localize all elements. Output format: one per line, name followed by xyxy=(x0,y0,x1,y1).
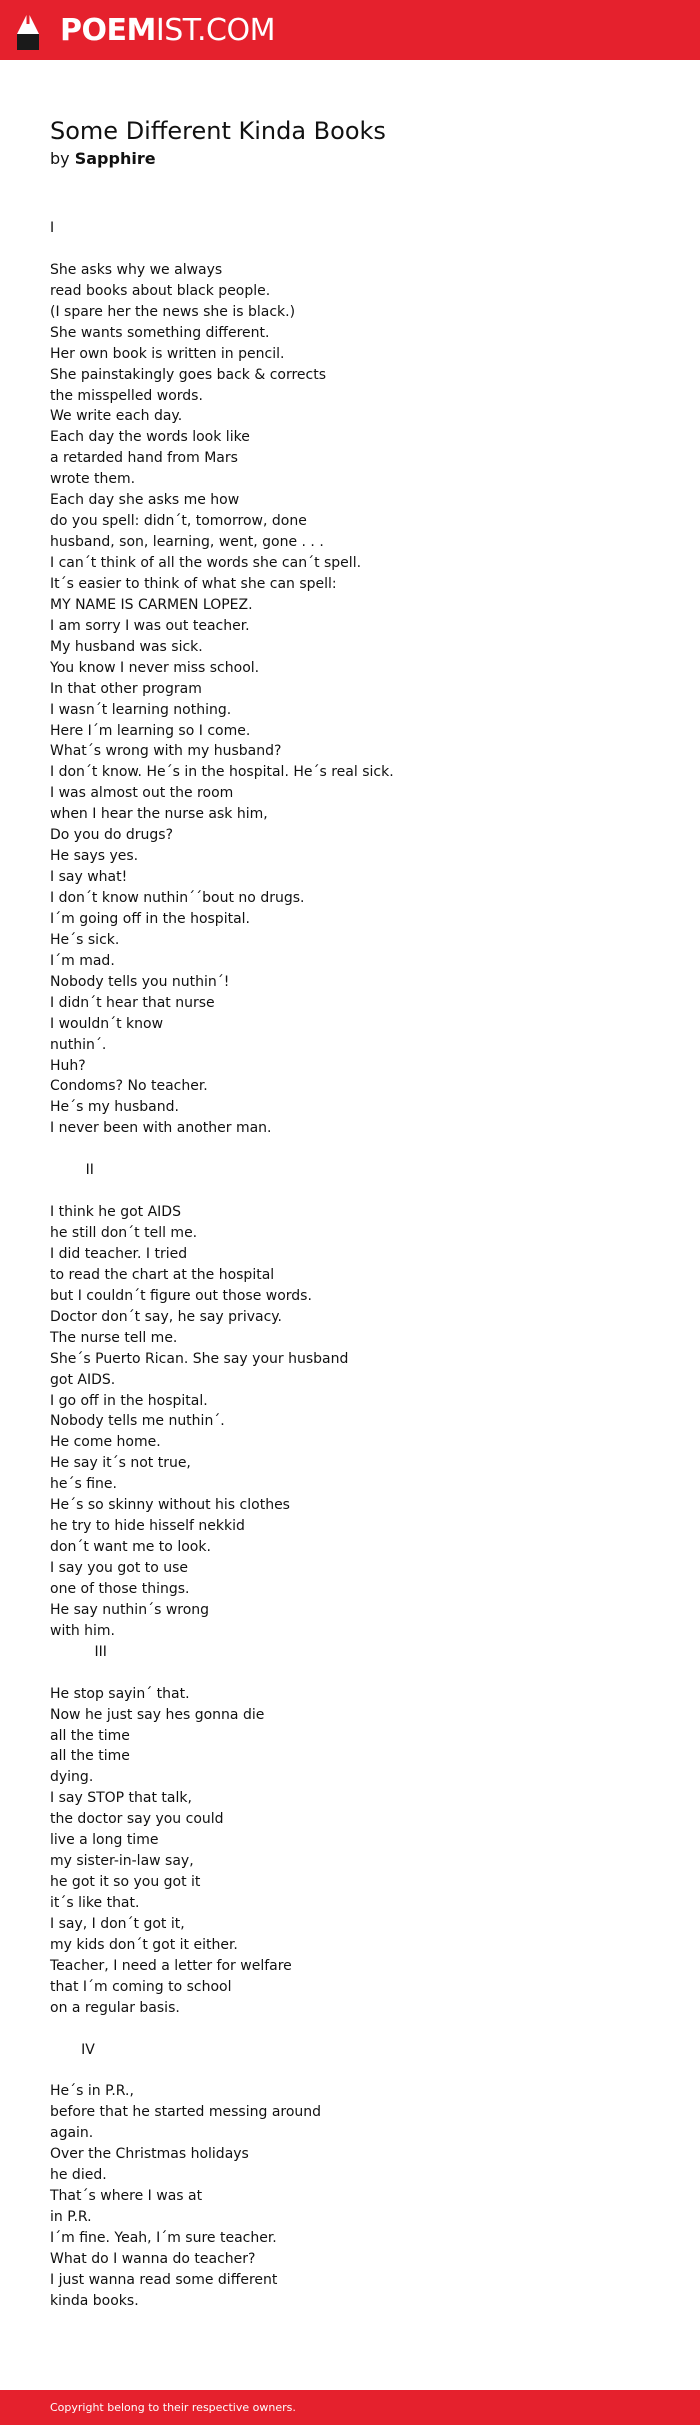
poem-line: he got it so you got it xyxy=(50,1874,201,1891)
poem-line: II xyxy=(50,1162,94,1179)
poem-line: She painstakingly goes back & corrects xyxy=(50,366,327,383)
poem-line: my sister-in-law say, xyxy=(50,1853,194,1870)
poem-line: before that he started messing around xyxy=(50,2104,322,2121)
poem-line: I never been with another man. xyxy=(50,1120,272,1137)
poem-line xyxy=(50,2019,670,2040)
poem-line: he´s fine. xyxy=(50,1476,117,1493)
footer-bar xyxy=(0,2390,700,2425)
poem-line: that I´m coming to school xyxy=(50,1978,232,1995)
poem-line: We write each day. xyxy=(50,408,183,425)
poem-line: What do I wanna do teacher? xyxy=(50,2250,256,2267)
poem-line: kinda books. xyxy=(50,2292,139,2309)
poem-line: Over the Christmas holidays xyxy=(50,2146,249,2163)
poem-line: again. xyxy=(50,2125,94,2142)
poem-line: Condoms? No teacher. xyxy=(50,1078,208,1095)
poem-line: III xyxy=(50,1643,107,1660)
poem-line: I´m going off in the hospital. xyxy=(50,910,250,927)
poem-line: I xyxy=(50,220,55,236)
poem-line: do you spell: didn´t, tomorrow, done xyxy=(50,513,307,530)
by-label: by xyxy=(50,149,70,168)
poem-line: I say STOP that talk, xyxy=(50,1790,192,1807)
poem-line: That´s where I was at xyxy=(50,2188,203,2205)
poem-line xyxy=(50,239,670,260)
logo-light-text: IST.COM xyxy=(155,13,275,48)
poem-line: I don´t know. He´s in the hospital. He´s real sick. xyxy=(50,764,394,781)
poem-line: all the time xyxy=(50,1748,130,1765)
poem-line xyxy=(50,1663,670,1684)
poem-line xyxy=(50,1181,670,1202)
poem-line: IV xyxy=(50,2041,95,2058)
poem-line: I go off in the hospital. xyxy=(50,1392,208,1409)
poem-line: I´m mad. xyxy=(50,952,115,969)
poem-line: My husband was sick. xyxy=(50,638,203,655)
site-logo[interactable] xyxy=(60,14,275,48)
poem-line: MY NAME IS CARMEN LOPEZ. xyxy=(50,596,253,613)
poem-line: Her own book is written in pencil. xyxy=(50,345,285,362)
poem-line xyxy=(50,1139,670,1160)
poem-line: I say what! xyxy=(50,869,128,886)
poem-line: She´s Puerto Rican. She say your husband xyxy=(50,1350,349,1367)
poem-line: Now he just say hes gonna die xyxy=(50,1706,265,1723)
poem-line: nuthin´. xyxy=(50,1036,107,1053)
poem-body xyxy=(50,218,670,2312)
poem-line: I did teacher. I tried xyxy=(50,1245,188,1262)
poem-line: Nobody tells you nuthin´! xyxy=(50,973,230,990)
header-bar xyxy=(0,0,700,60)
poem-line: Do you do drugs? xyxy=(50,827,173,844)
poem-line: I wasn´t learning nothing. xyxy=(50,701,232,718)
poem-line xyxy=(50,2061,670,2082)
poem-line: He say it´s not true, xyxy=(50,1455,191,1472)
poem-line: Doctor don´t say, he say privacy. xyxy=(50,1308,283,1325)
poem-line: He´s my husband. xyxy=(50,1099,179,1116)
poem-line: one of those things. xyxy=(50,1580,190,1597)
poem-line: He say nuthin´s wrong xyxy=(50,1601,210,1618)
poem-line: when I hear the nurse ask him, xyxy=(50,806,268,823)
poem-line: my kids don´t got it either. xyxy=(50,1936,238,1953)
poem-line: What´s wrong with my husband? xyxy=(50,743,282,760)
poem-line: I say, I don´t got it, xyxy=(50,1915,185,1932)
poem-line: Here I´m learning so I come. xyxy=(50,722,251,739)
poem-line: I didn´t hear that nurse xyxy=(50,994,215,1011)
byline xyxy=(50,148,156,170)
poem-line: Nobody tells me nuthin´. xyxy=(50,1413,225,1430)
poem-line: I am sorry I was out teacher. xyxy=(50,617,250,634)
poem-line: read books about black people. xyxy=(50,282,271,299)
poem-line: he died. xyxy=(50,2167,107,2184)
poem-line: husband, son, learning, went, gone . . . xyxy=(50,534,324,551)
poem-line: Each day the words look like xyxy=(50,429,250,446)
poem-line: I think he got AIDS xyxy=(50,1204,181,1221)
poem-line: he still don´t tell me. xyxy=(50,1225,198,1241)
poem-line: He´s in P.R., xyxy=(50,2083,134,2100)
poem-line: I just wanna read some different xyxy=(50,2271,278,2288)
poem-line: I´m fine. Yeah, I´m sure teacher. xyxy=(50,2230,277,2246)
poem-line: with him. xyxy=(50,1622,116,1639)
poem-line: Each day she asks me how xyxy=(50,492,240,509)
poem-line: I was almost out the room xyxy=(50,785,234,802)
copyright-text: Copyright belong to their respective owners. xyxy=(50,2401,296,2414)
poem-line: wrote them. xyxy=(50,471,136,488)
poem-line: don´t want me to look. xyxy=(50,1539,211,1556)
poem-line: He stop sayin´ that. xyxy=(50,1685,190,1702)
poem-line: It´s easier to think of what she can spell: xyxy=(50,575,337,592)
poem-line: in P.R. xyxy=(50,2209,92,2226)
poem-line: He´s sick. xyxy=(50,931,120,948)
poem-line: on a regular basis. xyxy=(50,1999,180,2016)
poem-line: He come home. xyxy=(50,1434,161,1451)
poem-line: I don´t know nuthin´´bout no drugs. xyxy=(50,890,305,906)
logo-bold-text: POEM xyxy=(60,13,156,48)
poem-line: got AIDS. xyxy=(50,1371,116,1388)
poem-title: Some Different Kinda Books xyxy=(50,117,386,145)
poem-line: all the time xyxy=(50,1727,130,1744)
poem-line: the doctor say you could xyxy=(50,1811,224,1828)
author-name: Sapphire xyxy=(74,149,156,168)
poem-line: I wouldn´t know xyxy=(50,1015,164,1032)
poem-line: the misspelled words. xyxy=(50,387,203,404)
poem-line: (I spare her the news she is black.) xyxy=(50,303,296,320)
poem-line: She wants something different. xyxy=(50,324,270,341)
poem-line: He´s so skinny without his clothes xyxy=(50,1497,290,1514)
poem-line: but I couldn´t figure out those words. xyxy=(50,1287,312,1304)
poem-line: She asks why we always xyxy=(50,261,223,278)
poem-line: it´s like that. xyxy=(50,1895,140,1911)
pen-nib-icon[interactable] xyxy=(16,10,40,50)
poem-line: I say you got to use xyxy=(50,1560,189,1576)
poem-line: The nurse tell me. xyxy=(50,1329,178,1346)
poem-line: Teacher, I need a letter for welfare xyxy=(50,1957,292,1974)
poem-line: a retarded hand from Mars xyxy=(50,450,238,467)
poem-line: In that other program xyxy=(50,680,202,697)
poem-line: I can´t think of all the words she can´t spell. xyxy=(50,555,362,571)
poem-line: he try to hide hisself nekkid xyxy=(50,1518,245,1535)
poem-line: Huh? xyxy=(50,1057,86,1074)
poem-line: live a long time xyxy=(50,1832,159,1849)
poem-line: to read the chart at the hospital xyxy=(50,1266,275,1283)
poem-line: You know I never miss school. xyxy=(50,659,260,676)
poem-line: He says yes. xyxy=(50,848,139,865)
poem-line: dying. xyxy=(50,1769,94,1786)
